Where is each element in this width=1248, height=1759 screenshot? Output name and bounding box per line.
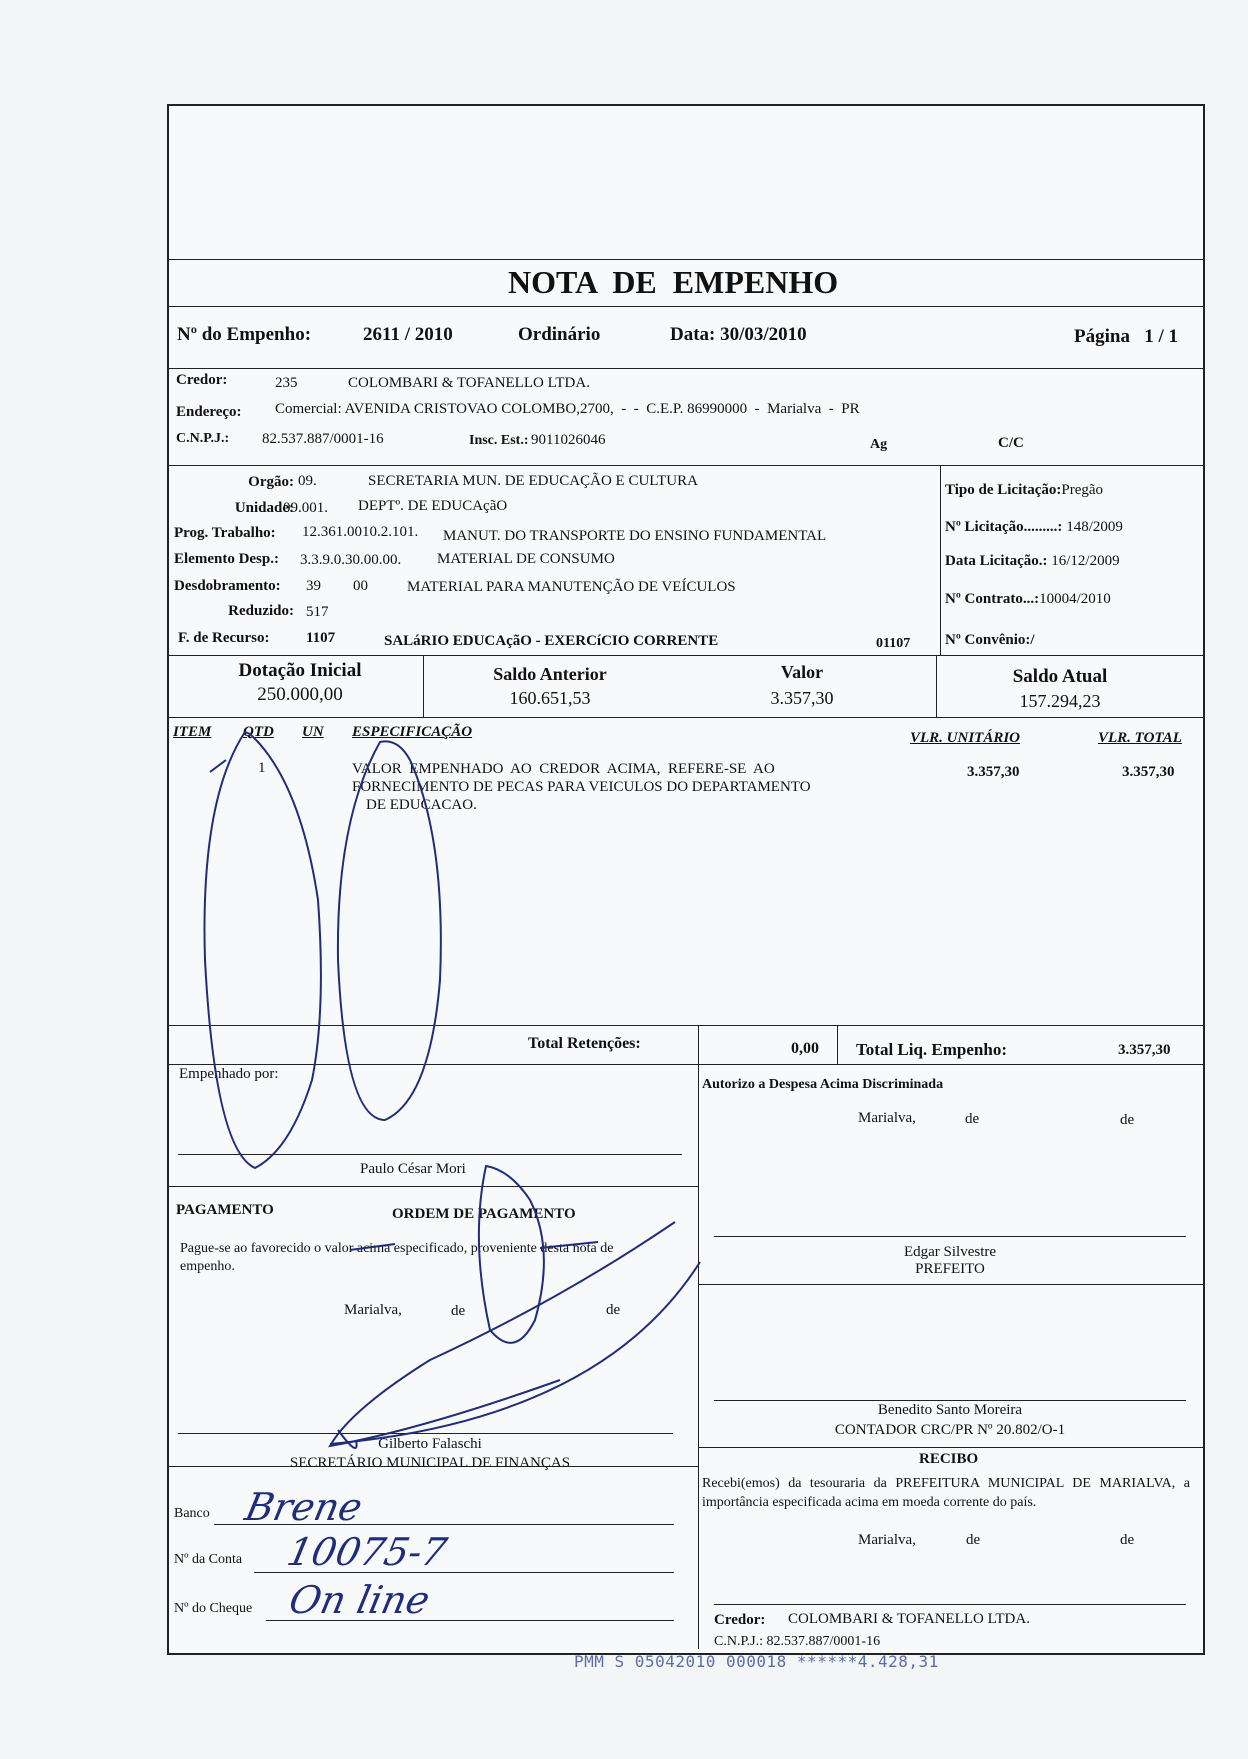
agency-label: Ag <box>870 437 888 452</box>
pagamento-de1: de <box>451 1303 466 1319</box>
prog-code: 12.361.0010.2.101. <box>302 524 419 540</box>
autorizo-de2: de <box>1120 1112 1135 1128</box>
licitacao-tipo-label: Tipo de Licitação: <box>945 482 1062 498</box>
col-unit: VLR. UNITÁRIO <box>910 730 1021 746</box>
desdobramento-label: Desdobramento: <box>174 578 281 594</box>
col-item: ITEM <box>173 724 212 740</box>
empenho-date: Data: 30/03/2010 <box>670 324 807 345</box>
item-spec-line1: VALOR EMPENHADO AO CREDOR ACIMA, REFERE-SE AO <box>352 761 775 777</box>
recibo-label: RECIBO <box>919 1451 979 1467</box>
autorizo-de1: de <box>965 1111 980 1127</box>
licitacao-num <box>945 519 1123 536</box>
saldo-atual-label: Saldo Atual <box>1012 666 1108 687</box>
col-total: VLR. TOTAL <box>1098 730 1182 746</box>
saldo-atual-value: 157.294,23 <box>1019 691 1101 711</box>
item-total-value: 3.357,30 <box>1122 764 1175 780</box>
elemento-name: MATERIAL DE CONSUMO <box>437 551 615 567</box>
pagamento-text: Pague-se ao favorecido o valor acima especificado, proveniente desta nota de empenho. <box>180 1241 614 1274</box>
contador-name: Benedito Santo Moreira <box>877 1402 1023 1418</box>
credor-cnpj: 82.537.887/0001-16 <box>262 431 384 447</box>
insc-label: Insc. Est.: <box>469 433 529 448</box>
saldo-anterior-label: Saldo Anterior <box>493 664 607 684</box>
unidade-code: 09.001. <box>283 500 328 516</box>
elemento-code: 3.3.9.0.30.00.00. <box>300 552 402 568</box>
contrato-value: 10004/2010 <box>1039 591 1111 607</box>
contrato-label: Nº Contrato...: <box>945 591 1040 607</box>
prefeito-role: PREFEITO <box>915 1261 985 1277</box>
col-un: UN <box>302 724 324 740</box>
recibo-de2: de <box>1120 1532 1135 1548</box>
licitacao-tipo-value: Pregão <box>1061 482 1104 498</box>
reduzido-label: Reduzido: <box>228 603 294 619</box>
desdobramento-code: 39 <box>306 578 321 594</box>
unidade-name: DEPTº. DE EDUCAçãO <box>358 498 508 514</box>
document-title: NOTA DE EMPENHO <box>508 264 839 300</box>
orgao-code: 09. <box>298 473 317 489</box>
recurso-num: 01107 <box>876 636 911 651</box>
licitacao-num-value: 148/2009 <box>1066 519 1123 535</box>
payment-stamp: PMM S 05042010 000018 ******4.428,31 <box>574 1652 939 1671</box>
licitacao-data-label: Data Licitação.: <box>945 553 1048 569</box>
convenio-label: Nº Convênio:/ <box>945 632 1035 648</box>
col-spec: ESPECIFICAÇÃO <box>352 724 473 740</box>
prog-label: Prog. Trabalho: <box>174 525 276 541</box>
ordem-pagamento-title: ORDEM DE PAGAMENTO <box>392 1206 576 1222</box>
empenho-number-label: Nº do Empenho: <box>177 324 312 345</box>
banco-handwritten: Brene <box>241 1485 367 1529</box>
recibo-cnpj: C.N.P.J.: 82.537.887/0001-16 <box>714 1634 881 1649</box>
pagamento-label: PAGAMENTO <box>176 1202 274 1218</box>
empenhado-signer: Paulo César Mori <box>360 1161 466 1177</box>
item-spec-line2: FORNECIMENTO DE PECAS PARA VEICULOS DO DEPARTAMENTO <box>352 779 811 795</box>
saldo-anterior-value: 160.651,53 <box>509 688 591 708</box>
cnpj-label: C.N.P.J.: <box>176 431 230 446</box>
liq-empenho-value: 3.357,30 <box>1118 1042 1171 1058</box>
desdobramento-name: MATERIAL PARA MANUTENÇÃO DE VEÍCULOS <box>407 579 736 595</box>
unidade-label: Unidade: <box>234 500 294 516</box>
dotacao-value: 250.000,00 <box>257 684 343 705</box>
secretario-name: Gilberto Falaschi <box>378 1436 482 1452</box>
page-number: Página 1 / 1 <box>1074 326 1178 347</box>
conta-handwritten: 10075-7 <box>283 1530 451 1574</box>
recurso-label: F. de Recurso: <box>178 630 270 646</box>
valor-value: 3.357,30 <box>770 688 834 708</box>
credor-code: 235 <box>275 375 298 391</box>
retencoes-value: 0,00 <box>791 1040 819 1057</box>
recibo-de1: de <box>966 1532 981 1548</box>
empenho-number: 2611 / 2010 <box>363 324 453 345</box>
liq-empenho-label: Total Liq. Empenho: <box>856 1040 1007 1059</box>
col-qtd: QTD <box>243 724 274 740</box>
reduzido-value: 517 <box>306 604 329 620</box>
pagamento-city: Marialva, <box>344 1302 402 1318</box>
item-qtd: 1 <box>258 760 266 776</box>
valor-label: Valor <box>780 662 824 682</box>
recibo-credor-name: COLOMBARI & TOFANELLO LTDA. <box>788 1611 1030 1627</box>
licitacao-data <box>945 553 1120 570</box>
item-unit-value: 3.357,30 <box>967 764 1020 780</box>
conta-label: Nº da Conta <box>174 1552 243 1567</box>
credor-address: Comercial: AVENIDA CRISTOVAO COLOMBO,2700, - - C.E.P. 86990000 - Marialva - PR <box>275 401 860 417</box>
autorizo-label: Autorizo a Despesa Acima Discriminada <box>702 1077 944 1092</box>
orgao-label: Orgão: <box>248 474 294 490</box>
recibo-text: Recebi(emos) da tesouraria da PREFEITURA MUNICIPAL DE MARIALVA, a importância especificada acima em moeda corrente do país. <box>702 1476 1190 1510</box>
dotacao-label: Dotação Inicial <box>238 660 362 681</box>
prog-name: MANUT. DO TRANSPORTE DO ENSINO FUNDAMENTAL <box>443 528 827 544</box>
licitacao-data-value: 16/12/2009 <box>1051 553 1120 569</box>
prefeito-name: Edgar Silvestre <box>903 1244 997 1260</box>
secretario-role: SECRETÁRIO MUNICIPAL DE FINANÇAS <box>289 1455 571 1471</box>
cheque-label: Nº do Cheque <box>174 1601 253 1616</box>
autorizo-city: Marialva, <box>858 1110 916 1126</box>
desdobramento-sub: 00 <box>353 578 368 594</box>
recurso-name: SALáRIO EDUCAçãO - EXERCíCIO CORRENTE <box>384 633 719 649</box>
banco-label: Banco <box>174 1506 210 1521</box>
pagamento-de2: de <box>606 1302 621 1318</box>
credor-label: Credor: <box>176 372 228 388</box>
cheque-handwritten: On line <box>285 1578 434 1622</box>
contrato <box>945 591 1111 608</box>
credor-name: COLOMBARI & TOFANELLO LTDA. <box>348 375 590 391</box>
item-spec-line3: DE EDUCACAO. <box>366 797 477 813</box>
recibo-city: Marialva, <box>858 1532 916 1548</box>
address-label: Endereço: <box>176 404 242 420</box>
recibo-credor-label: Credor: <box>714 1612 766 1628</box>
empenhado-label: Empenhado por: <box>179 1066 279 1082</box>
licitacao-tipo <box>945 482 1103 499</box>
account-label: C/C <box>998 435 1024 451</box>
empenho-type: Ordinário <box>518 324 601 345</box>
licitacao-num-label: Nº Licitação.........: <box>945 519 1063 535</box>
contador-role: CONTADOR CRC/PR Nº 20.802/O-1 <box>834 1422 1066 1438</box>
retencoes-label: Total Retenções: <box>528 1035 641 1052</box>
recurso-code: 1107 <box>306 630 336 646</box>
orgao-name: SECRETARIA MUN. DE EDUCAÇÃO E CULTURA <box>368 473 698 489</box>
elemento-label: Elemento Desp.: <box>174 551 279 567</box>
credor-insc: 9011026046 <box>531 432 606 448</box>
